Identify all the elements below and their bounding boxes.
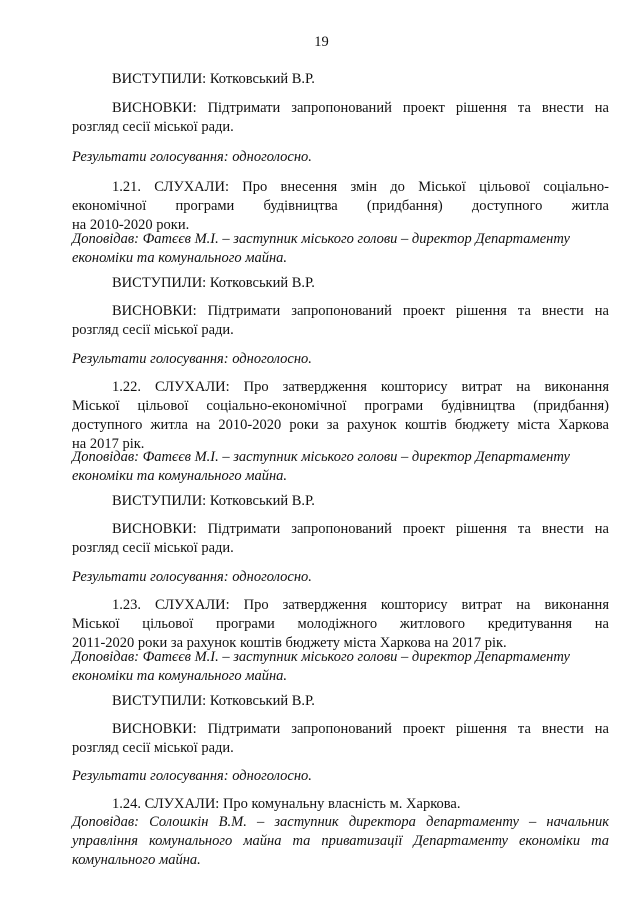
- reporter-paragraph: Доповідав: Фатєєв М.І. – заступник міського голови – директор Департаменту економіки та комунального майна.: [72, 449, 570, 484]
- conclusion-paragraph: ВИСНОВКИ: Підтримати запропонований проект рішення та внести на розгляд сесії міської ради.: [72, 521, 609, 556]
- voting-result: Результати голосування: одноголосно.: [72, 149, 312, 165]
- heard-paragraph: 1.23. СЛУХАЛИ: Про затвердження кошторису витрат на виконання Міської цільової програми молодіжного житлового кредитування на 2011-2020 роки за рахунок коштів бюджету міста Харкова на 2017 рік.: [72, 597, 609, 651]
- conclusion-paragraph: ВИСНОВКИ: Підтримати запропонований проект рішення та внести на розгляд сесії міської ради.: [72, 303, 609, 338]
- voting-result: Результати голосування: одноголосно.: [72, 768, 312, 784]
- heard-paragraph: 1.22. СЛУХАЛИ: Про затвердження кошторису витрат на виконання Міської цільової соціально-економічної програми будівництва (придбання) доступного житла на 2010-2020 роки за рахунок коштів бюджету міста Харкова на 2017 рік.: [72, 379, 609, 452]
- voting-result: Результати голосування: одноголосно.: [72, 569, 312, 585]
- conclusion-paragraph: ВИСНОВКИ: Підтримати запропонований проект рішення та внести на розгляд сесії міської ради.: [72, 721, 609, 756]
- conclusion-paragraph: ВИСНОВКИ: Підтримати запропонований проект рішення та внести на розгляд сесії міської ради.: [72, 100, 609, 135]
- voting-result: Результати голосування: одноголосно.: [72, 351, 312, 367]
- reporter-paragraph: Доповідав: Фатєєв М.І. – заступник міського голови – директор Департаменту економіки та комунального майна.: [72, 649, 570, 684]
- reporter-paragraph: Доповідав: Фатєєв М.І. – заступник міського голови – директор Департаменту економіки та комунального майна.: [72, 231, 570, 266]
- heard-paragraph: 1.24. СЛУХАЛИ: Про комунальну власність м. Харкова.: [112, 796, 461, 812]
- speakers-line: ВИСТУПИЛИ: Котковський В.Р.: [112, 493, 315, 509]
- reporter-paragraph: Доповідав: Солошкін В.М. – заступник директора департаменту – начальник управління комунального майна та приватизації Департаменту економіки та комунального майна.: [72, 814, 609, 868]
- heard-paragraph: 1.21. СЛУХАЛИ: Про внесення змін до Міської цільової соціально- економічної програми будівництва (придбання) доступного житла на 2010-2020 роки.: [72, 179, 609, 233]
- page-number: 19: [314, 34, 329, 50]
- speakers-line: ВИСТУПИЛИ: Котковський В.Р.: [112, 275, 315, 291]
- speakers-line: ВИСТУПИЛИ: Котковський В.Р.: [112, 693, 315, 709]
- speakers-line: ВИСТУПИЛИ: Котковський В.Р.: [112, 71, 315, 87]
